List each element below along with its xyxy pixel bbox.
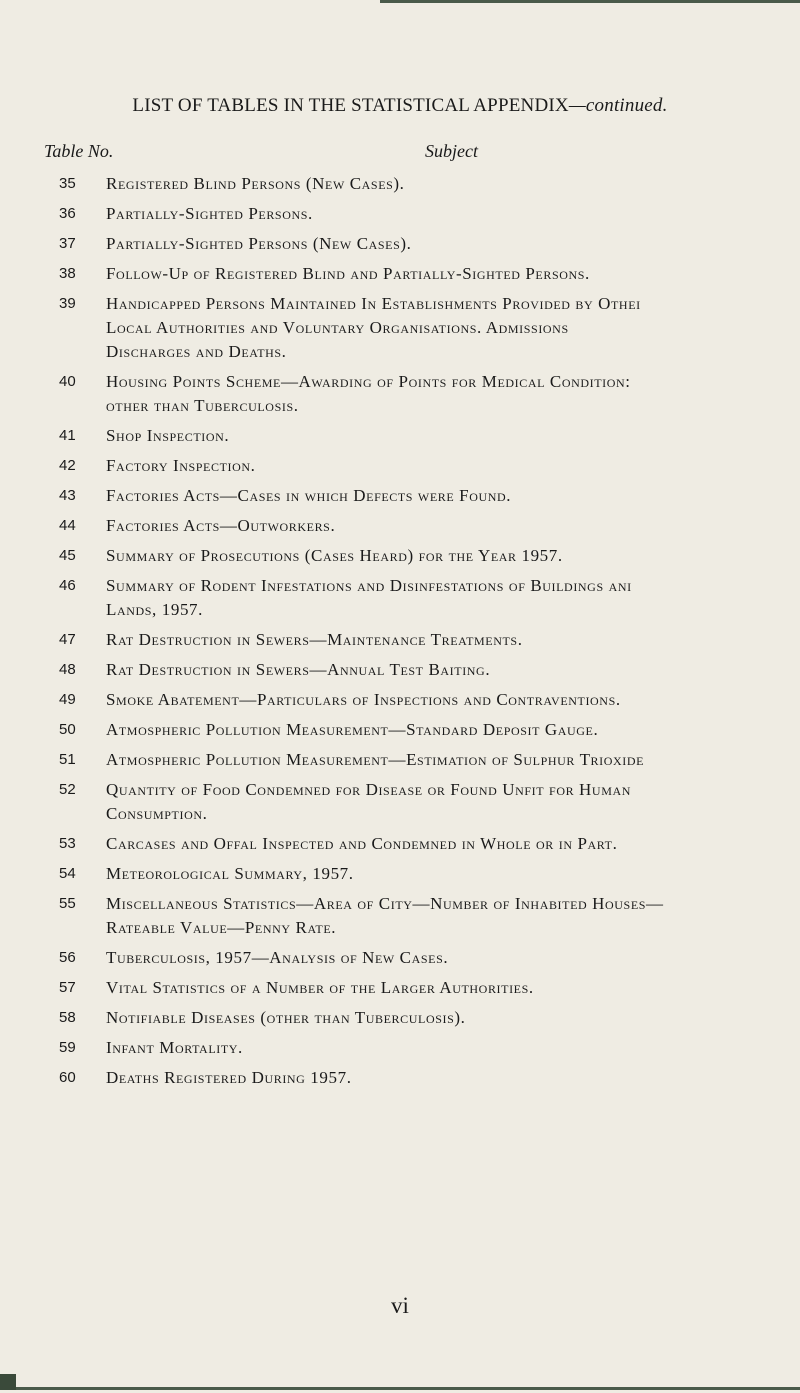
table-subject <box>106 832 800 856</box>
table-number: 39 <box>59 295 76 312</box>
table-subject <box>106 658 800 682</box>
table-subject <box>106 514 800 538</box>
table-number: 47 <box>59 631 76 648</box>
subject-line: Deaths Registered During 1957. <box>106 1068 352 1087</box>
subject-line: Quantity of Food Condemned for Disease or Found Unfit for Human <box>106 780 631 799</box>
subject-line: Partially-Sighted Persons. <box>106 204 313 223</box>
table-number: 40 <box>59 373 76 390</box>
subject-line: Rateable Value—Penny Rate. <box>106 918 337 937</box>
subject-line: Meteorological Summary, 1957. <box>106 864 354 883</box>
table-subject <box>106 892 800 940</box>
top-border-rule <box>380 0 800 3</box>
list-item <box>0 862 800 886</box>
table-subject <box>106 1036 800 1060</box>
table-subject <box>106 292 800 364</box>
table-subject <box>106 574 800 622</box>
subject-line: Miscellaneous Statistics—Area of City—Number of Inhabited Houses— <box>106 894 664 913</box>
subject-line: Carcases and Offal Inspected and Condemned in Whole or in Part. <box>106 834 618 853</box>
subject-line: Discharges and Deaths. <box>106 342 287 361</box>
table-number: 59 <box>59 1039 76 1056</box>
subject-line: Local Authorities and Voluntary Organisations. Admissions <box>106 318 569 337</box>
list-item <box>0 718 800 742</box>
table-number: 37 <box>59 235 76 252</box>
table-list <box>0 172 800 1096</box>
subject-line: Factory Inspection. <box>106 456 256 475</box>
table-number: 58 <box>59 1009 76 1026</box>
table-subject <box>106 748 800 772</box>
table-subject <box>106 946 800 970</box>
table-subject <box>106 262 800 286</box>
table-subject <box>106 1066 800 1090</box>
subject-line: Factories Acts—Outworkers. <box>106 516 336 535</box>
subject-line: Follow-Up of Registered Blind and Partially-Sighted Persons. <box>106 264 590 283</box>
corner-mark <box>0 1374 16 1390</box>
subject-line: Summary of Prosecutions (Cases Heard) for the Year 1957. <box>106 546 563 565</box>
table-number: 41 <box>59 427 76 444</box>
table-subject <box>106 862 800 886</box>
subject-line: Shop Inspection. <box>106 426 230 445</box>
table-number: 36 <box>59 205 76 222</box>
list-item <box>0 1036 800 1060</box>
list-item <box>0 370 800 418</box>
list-item <box>0 658 800 682</box>
subject-line: Smoke Abatement—Particulars of Inspections and Contraventions. <box>106 690 621 709</box>
list-item <box>0 628 800 652</box>
table-subject <box>106 544 800 568</box>
subject-line: Housing Points Scheme—Awarding of Points for Medical Condition: <box>106 372 631 391</box>
column-header-table-no: Table No. <box>44 141 114 161</box>
column-header-subject: Subject <box>425 141 478 161</box>
table-subject <box>106 628 800 652</box>
table-number: 44 <box>59 517 76 534</box>
table-number: 48 <box>59 661 76 678</box>
table-subject <box>106 424 800 448</box>
table-number: 50 <box>59 721 76 738</box>
table-number: 56 <box>59 949 76 966</box>
list-item <box>0 172 800 196</box>
table-number: 54 <box>59 865 76 882</box>
page-title-continued: —continued. <box>568 95 668 116</box>
table-number: 51 <box>59 751 76 768</box>
table-subject <box>106 1006 800 1030</box>
list-item <box>0 688 800 712</box>
table-number: 45 <box>59 547 76 564</box>
list-item <box>0 976 800 1000</box>
subject-line: Atmospheric Pollution Measurement—Estimation of Sulphur Trioxide <box>106 750 645 769</box>
table-number: 53 <box>59 835 76 852</box>
list-item <box>0 292 800 364</box>
subject-line: Vital Statistics of a Number of the Larger Authorities. <box>106 978 534 997</box>
subject-line: Consumption. <box>106 804 208 823</box>
table-number: 60 <box>59 1069 76 1086</box>
table-subject <box>106 484 800 508</box>
list-item <box>0 1066 800 1090</box>
table-subject <box>106 370 800 418</box>
list-item <box>0 778 800 826</box>
subject-line: Handicapped Persons Maintained In Establishments Provided by Othei <box>106 294 641 313</box>
subject-line: Notifiable Diseases (other than Tuberculosis). <box>106 1008 466 1027</box>
table-number: 38 <box>59 265 76 282</box>
table-number: 55 <box>59 895 76 912</box>
list-item <box>0 892 800 940</box>
subject-line: Tuberculosis, 1957—Analysis of New Cases. <box>106 948 449 967</box>
subject-line: Partially-Sighted Persons (New Cases). <box>106 234 412 253</box>
table-subject <box>106 232 800 256</box>
table-subject <box>106 172 800 196</box>
list-item <box>0 832 800 856</box>
list-item <box>0 202 800 226</box>
list-item <box>0 946 800 970</box>
list-item <box>0 424 800 448</box>
subject-line: Factories Acts—Cases in which Defects were Found. <box>106 486 512 505</box>
table-subject <box>106 976 800 1000</box>
list-item <box>0 544 800 568</box>
list-item <box>0 514 800 538</box>
subject-line: Rat Destruction in Sewers—Maintenance Treatments. <box>106 630 523 649</box>
table-subject <box>106 778 800 826</box>
list-item <box>0 454 800 478</box>
subject-line: Lands, 1957. <box>106 600 204 619</box>
page-number: vi <box>391 1293 409 1318</box>
list-item <box>0 484 800 508</box>
table-subject <box>106 688 800 712</box>
list-item <box>0 574 800 622</box>
list-item <box>0 1006 800 1030</box>
table-number: 49 <box>59 691 76 708</box>
table-number: 46 <box>59 577 76 594</box>
table-subject <box>106 718 800 742</box>
table-number: 43 <box>59 487 76 504</box>
subject-line: Registered Blind Persons (New Cases). <box>106 174 405 193</box>
table-number: 57 <box>59 979 76 996</box>
table-number: 52 <box>59 781 76 798</box>
table-number: 35 <box>59 175 76 192</box>
page-title <box>0 95 800 117</box>
subject-line: Atmospheric Pollution Measurement—Standard Deposit Gauge. <box>106 720 599 739</box>
table-subject <box>106 454 800 478</box>
list-item <box>0 232 800 256</box>
list-item <box>0 748 800 772</box>
page-title-main: LIST OF TABLES IN THE STATISTICAL APPENDIX <box>132 95 569 116</box>
table-number: 42 <box>59 457 76 474</box>
subject-line: other than Tuberculosis. <box>106 396 299 415</box>
bottom-border-rule <box>0 1387 800 1390</box>
subject-line: Infant Mortality. <box>106 1038 243 1057</box>
table-subject <box>106 202 800 226</box>
subject-line: Summary of Rodent Infestations and Disinfestations of Buildings ani <box>106 576 632 595</box>
list-item <box>0 262 800 286</box>
subject-line: Rat Destruction in Sewers—Annual Test Baiting. <box>106 660 491 679</box>
